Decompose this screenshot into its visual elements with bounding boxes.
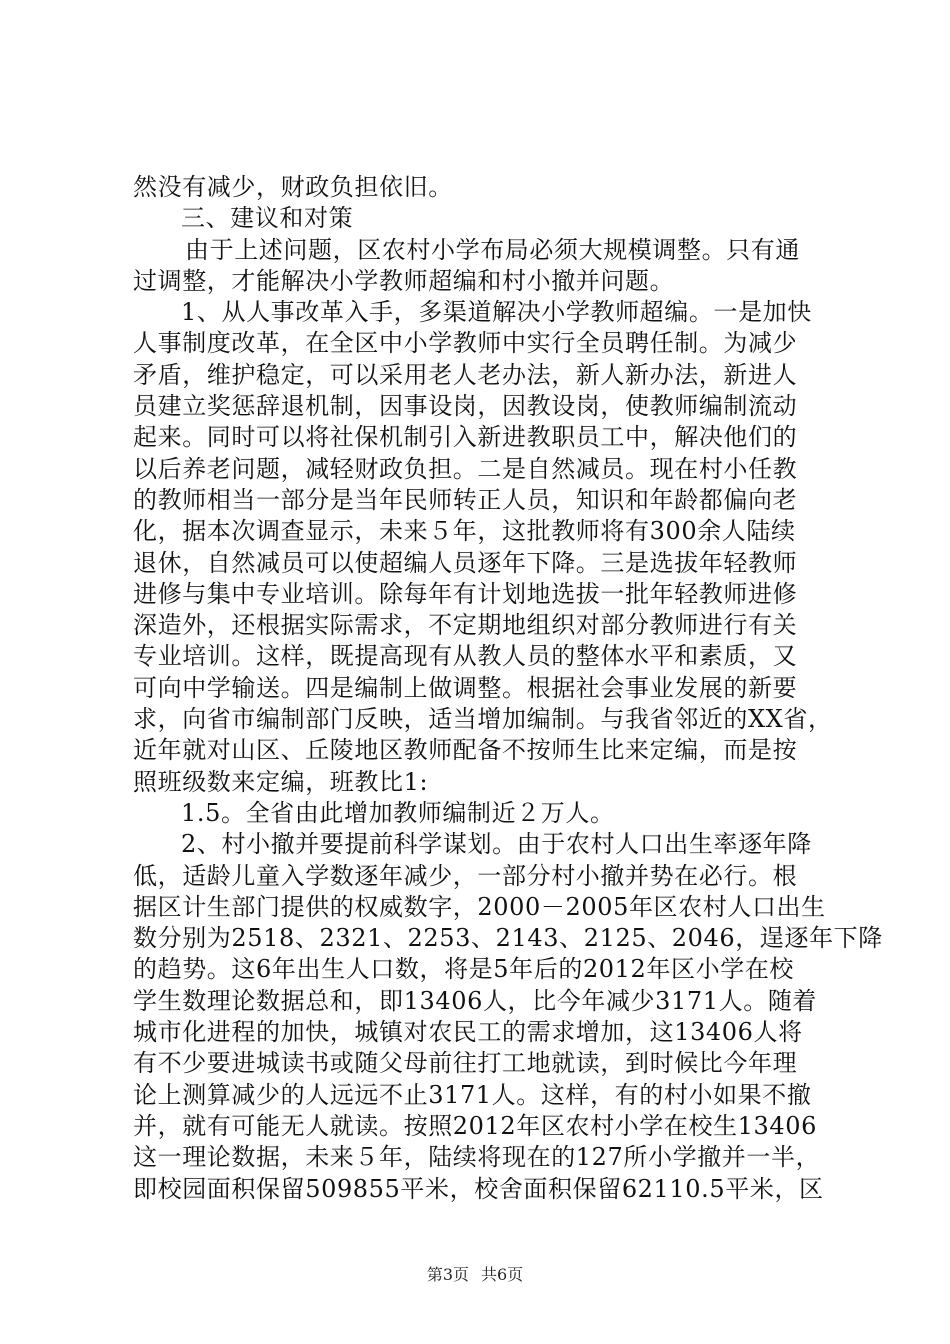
text-line: 进修与集中专业培训。除每年有计划地选拔一批年轻教师进修 bbox=[133, 579, 798, 608]
text-line: 过调整，才能解决小学教师超编和村小撤并问题。 bbox=[133, 266, 675, 295]
text-line: 2、村小撤并要提前科学谋划。由于农村人口出生率逐年降 bbox=[181, 830, 812, 859]
text-line: 由于上述问题，区农村小学布局必须大规模调整。只有通 bbox=[185, 235, 800, 264]
text-line: 深造外，还根据实际需求，不定期地组织对部分教师进行有关 bbox=[133, 611, 798, 640]
text-line: 论上测算减少的人远远不止3171人。这样，有的村小如果不撤 bbox=[133, 1080, 812, 1109]
text-line: 据区计生部门提供的权威数字，2000－2005年区农村人口出生 bbox=[133, 892, 826, 921]
text-line: 并，就有可能无人就读。按照2012年区农村小学在校生13406 bbox=[133, 1111, 818, 1140]
text-line: 城市化进程的加快，城镇对农民工的需求增加，这13406人将 bbox=[133, 1018, 803, 1047]
text-line: 的教师相当一部分是当年民师转正人员，知识和年龄都偏向老 bbox=[133, 485, 798, 514]
text-line: 1、从人事改革入手，多渠道解决小学教师超编。一是加快 bbox=[181, 298, 812, 327]
text-line: 1.5。全省由此增加教师编制近２万人。 bbox=[181, 798, 615, 827]
text-line: 人事制度改革，在全区中小学教师中实行全员聘任制。为减少 bbox=[133, 329, 798, 358]
text-line: 的趋势。这6年出生人口数，将是5年后的2012年区小学在校 bbox=[133, 955, 795, 984]
text-line: 低，适龄儿童入学数逐年减少，一部分村小撤并势在必行。根 bbox=[133, 861, 798, 890]
text-line: 近年就对山区、丘陵地区教师配备不按师生比来定编，而是按 bbox=[133, 736, 798, 765]
text-line: 即校园面积保留509855平米，校舍面积保留62110.5平米，区 bbox=[133, 1174, 824, 1203]
page-number: 第3页 bbox=[426, 1265, 469, 1284]
text-line: 可向中学输送。四是编制上做调整。根据社会事业发展的新要 bbox=[133, 673, 798, 702]
page-footer bbox=[0, 1262, 950, 1285]
text-line: 这一理论数据，未来５年，陆续将现在的127所小学撤并一半， bbox=[133, 1143, 821, 1172]
text-line: 化，据本次调查显示，未来５年，这批教师将有300余人陆续 bbox=[133, 517, 796, 546]
page-total: 共6页 bbox=[481, 1265, 524, 1284]
text-line: 矛盾，维护稳定，可以采用老人老办法，新人新办法，新进人 bbox=[133, 360, 798, 389]
document-body bbox=[133, 172, 883, 1205]
text-line: 求，向省市编制部门反映，适当增加编制。与我省邻近的XX省， bbox=[133, 705, 833, 734]
text-line: 员建立奖惩辞退机制，因事设岗，因教设岗，使教师编制流动 bbox=[133, 392, 798, 421]
text-line: 学生数理论数据总和，即13406人，比今年减少3171人。随着 bbox=[133, 986, 818, 1015]
text-line: 照班级数来定编，班教比1: bbox=[133, 767, 429, 796]
text-line: 起来。同时可以将社保机制引入新进教职员工中，解决他们的 bbox=[133, 423, 798, 452]
text-line: 专业培训。这样，既提高现有从教人员的整体水平和素质，又 bbox=[133, 642, 798, 671]
section-heading: 三、建议和对策 bbox=[181, 204, 354, 233]
text-line: 有不少要进城读书或随父母前往打工地就读，到时候比今年理 bbox=[133, 1049, 798, 1078]
text-line: 数分别为2518、2321、2253、2143、2125、2046，逞逐年下降 bbox=[133, 924, 883, 953]
text-line: 以后养老问题，减轻财政负担。二是自然减员。现在村小任教 bbox=[133, 454, 798, 483]
text-line: 退休，自然减员可以使超编人员逐年下降。三是选拔年轻教师 bbox=[133, 548, 798, 577]
text-line: 然没有减少，财政负担依旧。 bbox=[133, 173, 453, 201]
